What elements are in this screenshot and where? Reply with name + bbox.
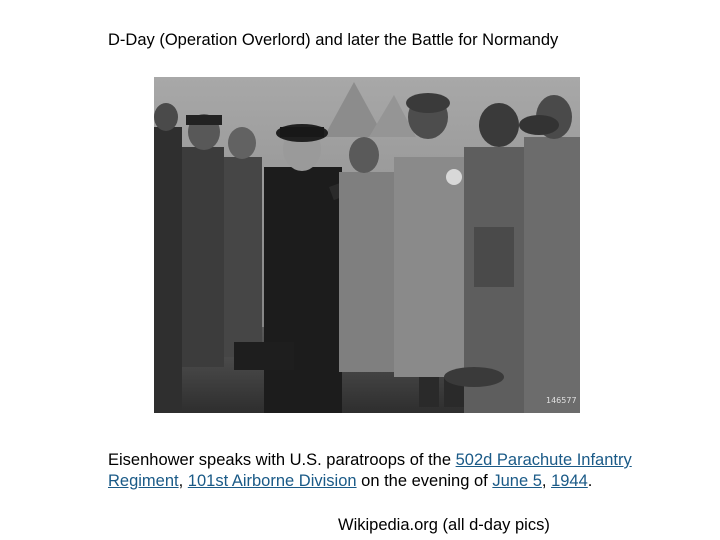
gear-pile <box>234 342 294 370</box>
link-june-5[interactable]: June 5 <box>492 472 542 490</box>
caption-text: Eisenhower speaks with U.S. paratroops of the <box>108 451 456 469</box>
gear-pile <box>444 367 504 387</box>
link-502d-parachute-infantry-regiment[interactable]: 502d Parachute Infantry Regiment <box>108 451 632 490</box>
photo-illustration <box>154 77 580 413</box>
link-1944[interactable]: 1944 <box>551 472 588 490</box>
photo-caption <box>108 450 638 492</box>
link-101st-airborne-division[interactable]: 101st Airborne Division <box>187 472 357 490</box>
caption-text: on the evening of <box>356 472 493 490</box>
source-attribution: Wikipedia.org (all d-day pics) <box>338 516 550 534</box>
caption-text: , <box>178 472 188 490</box>
photo-corner-number: 146577 <box>546 396 577 405</box>
caption-text: . <box>587 472 593 490</box>
eisenhower-paratroopers-photo <box>154 77 580 413</box>
caption-text: , <box>541 472 552 490</box>
slide-title: D-Day (Operation Overlord) and later the Battle for Normandy <box>108 31 559 49</box>
